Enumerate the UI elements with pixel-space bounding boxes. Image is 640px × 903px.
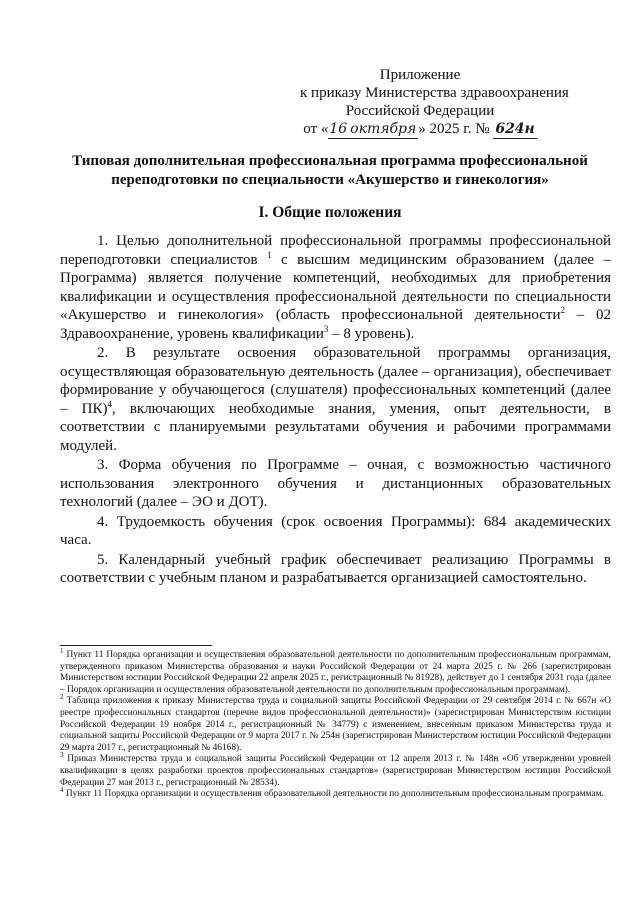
paragraph-2-text-a: 2. В результате освоения образовательной программы организация, осуществляющая образовательную деятельность (далее – организация), обеспечивает формирование у обучающегося (слушателя) профессиональных компетенций (далее – ПК)	[60, 345, 611, 417]
handwritten-day: 16	[329, 121, 348, 137]
footnote-text: Таблица приложения к приказу Министерства труда и социальной защиты Российской Федерации от 29 сентября 2014 г. № 667н «О реестре профессиональных стандартов (перечне видов профессиональной деятельности)» (зарегистрирован Министерством юстиции Российской Федерации 19 ноября 2014 г., регистрационный № 34779) с изменением, внесенным приказом Министерства труда и социальной защиты Российской Федерации от 9 марта 2017 г. № 254н (зарегистрирован Министерством юстиции Российской Федерации 29 марта 2017 г., регистрационный № 46168).	[60, 696, 611, 753]
appendix-label: Приложение	[379, 67, 461, 83]
footnote-ref: 4	[107, 398, 112, 409]
handwritten-month: октября	[350, 121, 417, 137]
footnote-text: Приказ Министерства труда и социальной защиты Российской Федерации от 12 апреля 2013 г. № 148н «Об утверждении уровней квалификации в целях разработки проектов профессиональных стандартов» (зарегистрирован Министерством юстиции Российской Федерации 27 мая 2013 г., регистрационный № 28534).	[60, 754, 611, 788]
footnote-3	[60, 751, 611, 789]
paragraph-3: 3. Форма обучения по Программе – очная, с возможностью частичного использования электронного обучения и дистанционных образовательных технологий (далее – ЭО и ДОТ).	[60, 457, 611, 510]
paragraph-1-text-a: 1. Целью дополнительной профессиональной программы профессиональной переподготовки специалистов	[60, 233, 611, 268]
paragraph-2	[60, 344, 611, 455]
date-suffix: » 2025 г. №	[418, 121, 490, 137]
paragraph-5: 5. Календарный учебный график обеспечивает реализацию Программы в соответствии с учебным планом и разрабатывается организацией самостоятельно.	[60, 551, 611, 586]
paragraph-1-text-b: с высшим медицинским образованием (далее – Программа) является получение компетенций, необходимых для приобретения квалификации и осуществления профессиональной деятельности по специальности «Акушерство и гинекология» (область профессиональной деятельности	[60, 251, 611, 323]
footnote-2	[60, 693, 611, 754]
footnote-divider	[60, 645, 212, 646]
footnotes	[60, 646, 611, 801]
paragraph-4: 4. Трудоемкость обучения (срок освоения Программы): 684 академических часа.	[60, 513, 611, 548]
document-title: Типовая дополнительная профессиональная программа профессиональной переподготовки по специальности «Акушерство и гинекология»	[72, 153, 588, 188]
footnote-ref: 2	[560, 305, 565, 315]
footnote-mark: 1	[60, 646, 64, 655]
paragraph-1	[60, 232, 611, 343]
handwritten-order-number: 624н	[495, 121, 535, 137]
paragraph-2-text-b: , включающих необходимые знания, умения, опыт деятельности, в соответствии с планируемыми результатами обучения и рабочими программами модулей.	[60, 400, 611, 454]
paragraph-1-text-d: – 8 уровень).	[328, 325, 415, 342]
footnote-mark: 2	[60, 693, 64, 702]
footnote-ref: 1	[267, 249, 272, 260]
footnote-text: Пункт 11 Порядка организации и осуществления образовательной деятельности по дополнительным профессиональным программам, утвержденного приказом Министерства образования и науки Российской Федерации от 24 марта 2025 г. № 266 (зарегистрирован Министерством юстиции Российской Федерации 22 апреля 2025 г., регистрационный № 81928), действует до 1 сентября 2031 года (далее – Порядок организации и осуществления образовательной деятельности по дополнительным профессиональным программам).	[60, 650, 611, 695]
section-heading: I. Общие положения	[258, 204, 402, 221]
appendix-date-line	[300, 120, 540, 139]
footnote-1	[60, 646, 611, 696]
footnote-ref: 3	[323, 323, 329, 334]
document-body	[60, 232, 611, 588]
footnote-text: Пункт 11 Порядка организации и осуществления образовательной деятельности по дополнительным профессиональным программам.	[63, 789, 604, 800]
date-prefix: от «	[303, 121, 329, 137]
paragraph-1-text-c: – 02 Здравоохранение, уровень квалификации	[60, 307, 612, 342]
appendix-order-ref: к приказу Министерства здравоохранения	[300, 85, 569, 101]
footnote-4	[60, 786, 611, 801]
footnote-mark: 4	[60, 786, 64, 794]
footnote-mark: 3	[60, 751, 64, 760]
appendix-country: Российской Федерации	[345, 103, 495, 119]
appendix-header	[300, 66, 569, 139]
